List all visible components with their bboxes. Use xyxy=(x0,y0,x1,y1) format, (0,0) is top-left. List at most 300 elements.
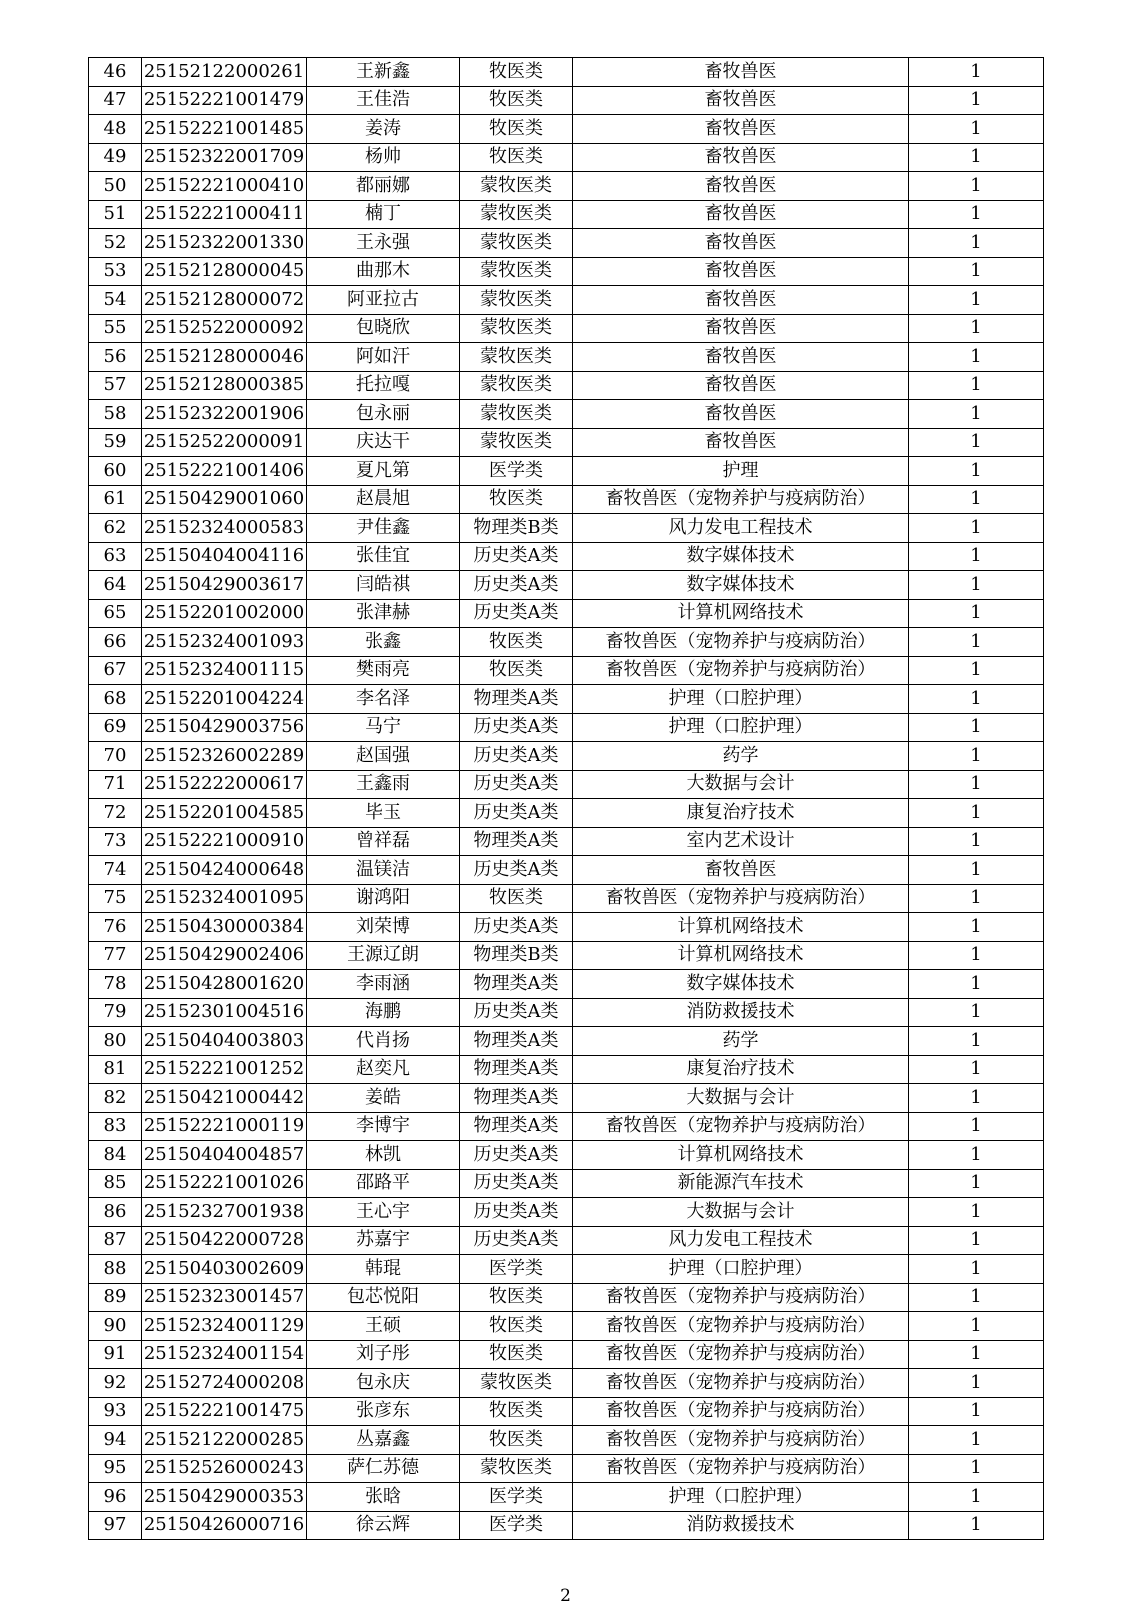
exam-number-cell: 25152724000208 xyxy=(142,1369,307,1398)
row-index-cell: 77 xyxy=(89,941,142,970)
major-cell: 畜牧兽医（宠物养护与疫病防治） xyxy=(573,656,909,685)
major-cell: 畜牧兽医 xyxy=(573,428,909,457)
table-row xyxy=(89,1454,1044,1483)
table-row xyxy=(89,656,1044,685)
count-cell: 1 xyxy=(909,656,1044,685)
count-cell: 1 xyxy=(909,1141,1044,1170)
major-cell: 数字媒体技术 xyxy=(573,970,909,999)
category-cell: 蒙牧医类 xyxy=(460,400,573,429)
category-cell: 历史类A类 xyxy=(460,998,573,1027)
category-cell: 医学类 xyxy=(460,1511,573,1540)
count-cell: 1 xyxy=(909,998,1044,1027)
student-name-cell: 林凯 xyxy=(307,1141,460,1170)
category-cell: 牧医类 xyxy=(460,86,573,115)
row-index-cell: 68 xyxy=(89,685,142,714)
exam-number-cell: 25152526000243 xyxy=(142,1454,307,1483)
row-index-cell: 65 xyxy=(89,599,142,628)
category-cell: 蒙牧医类 xyxy=(460,314,573,343)
student-name-cell: 刘荣博 xyxy=(307,913,460,942)
student-name-cell: 阿亚拉古 xyxy=(307,286,460,315)
exam-number-cell: 25152324001129 xyxy=(142,1312,307,1341)
major-cell: 新能源汽车技术 xyxy=(573,1169,909,1198)
table-row xyxy=(89,1369,1044,1398)
count-cell: 1 xyxy=(909,571,1044,600)
table-row xyxy=(89,514,1044,543)
count-cell: 1 xyxy=(909,514,1044,543)
table-row xyxy=(89,172,1044,201)
student-name-cell: 张鑫 xyxy=(307,628,460,657)
count-cell: 1 xyxy=(909,257,1044,286)
count-cell: 1 xyxy=(909,400,1044,429)
category-cell: 牧医类 xyxy=(460,1283,573,1312)
table-row xyxy=(89,485,1044,514)
row-index-cell: 80 xyxy=(89,1027,142,1056)
student-name-cell: 谢鸿阳 xyxy=(307,884,460,913)
major-cell: 畜牧兽医 xyxy=(573,200,909,229)
count-cell: 1 xyxy=(909,115,1044,144)
table-row xyxy=(89,599,1044,628)
row-index-cell: 70 xyxy=(89,742,142,771)
category-cell: 物理类A类 xyxy=(460,1112,573,1141)
row-index-cell: 85 xyxy=(89,1169,142,1198)
count-cell: 1 xyxy=(909,856,1044,885)
exam-number-cell: 25152221001252 xyxy=(142,1055,307,1084)
count-cell: 1 xyxy=(909,941,1044,970)
category-cell: 历史类A类 xyxy=(460,913,573,942)
count-cell: 1 xyxy=(909,457,1044,486)
count-cell: 1 xyxy=(909,485,1044,514)
category-cell: 牧医类 xyxy=(460,115,573,144)
student-name-cell: 楠丁 xyxy=(307,200,460,229)
major-cell: 风力发电工程技术 xyxy=(573,1226,909,1255)
row-index-cell: 76 xyxy=(89,913,142,942)
major-cell: 畜牧兽医（宠物养护与疫病防治） xyxy=(573,485,909,514)
major-cell: 护理（口腔护理） xyxy=(573,1483,909,1512)
major-cell: 计算机网络技术 xyxy=(573,599,909,628)
exam-number-cell: 25152326002289 xyxy=(142,742,307,771)
count-cell: 1 xyxy=(909,742,1044,771)
student-name-cell: 徐云辉 xyxy=(307,1511,460,1540)
row-index-cell: 92 xyxy=(89,1369,142,1398)
exam-number-cell: 25150421000442 xyxy=(142,1084,307,1113)
major-cell: 消防救援技术 xyxy=(573,1511,909,1540)
student-name-cell: 闫皓祺 xyxy=(307,571,460,600)
major-cell: 计算机网络技术 xyxy=(573,1141,909,1170)
major-cell: 畜牧兽医（宠物养护与疫病防治） xyxy=(573,1454,909,1483)
table-row xyxy=(89,1198,1044,1227)
category-cell: 历史类A类 xyxy=(460,1169,573,1198)
exam-number-cell: 25152301004516 xyxy=(142,998,307,1027)
student-name-cell: 都丽娜 xyxy=(307,172,460,201)
table-row xyxy=(89,571,1044,600)
student-name-cell: 萨仁苏德 xyxy=(307,1454,460,1483)
student-name-cell: 尹佳鑫 xyxy=(307,514,460,543)
student-name-cell: 托拉嘎 xyxy=(307,371,460,400)
category-cell: 医学类 xyxy=(460,1483,573,1512)
major-cell: 畜牧兽医（宠物养护与疫病防治） xyxy=(573,1283,909,1312)
major-cell: 畜牧兽医（宠物养护与疫病防治） xyxy=(573,1369,909,1398)
student-name-cell: 王佳浩 xyxy=(307,86,460,115)
row-index-cell: 75 xyxy=(89,884,142,913)
row-index-cell: 94 xyxy=(89,1426,142,1455)
category-cell: 蒙牧医类 xyxy=(460,286,573,315)
exam-number-cell: 25152522000091 xyxy=(142,428,307,457)
row-index-cell: 54 xyxy=(89,286,142,315)
table-row xyxy=(89,257,1044,286)
table-row xyxy=(89,1255,1044,1284)
major-cell: 畜牧兽医 xyxy=(573,286,909,315)
table-row xyxy=(89,457,1044,486)
count-cell: 1 xyxy=(909,143,1044,172)
row-index-cell: 93 xyxy=(89,1397,142,1426)
row-index-cell: 87 xyxy=(89,1226,142,1255)
row-index-cell: 66 xyxy=(89,628,142,657)
exam-number-cell: 25150404003803 xyxy=(142,1027,307,1056)
student-name-cell: 王鑫雨 xyxy=(307,770,460,799)
exam-number-cell: 25152122000285 xyxy=(142,1426,307,1455)
major-cell: 药学 xyxy=(573,1027,909,1056)
major-cell: 数字媒体技术 xyxy=(573,542,909,571)
count-cell: 1 xyxy=(909,827,1044,856)
table-row xyxy=(89,770,1044,799)
row-index-cell: 60 xyxy=(89,457,142,486)
exam-number-cell: 25150426000716 xyxy=(142,1511,307,1540)
student-name-cell: 包永庆 xyxy=(307,1369,460,1398)
exam-number-cell: 25152221001485 xyxy=(142,115,307,144)
category-cell: 历史类A类 xyxy=(460,599,573,628)
table-row xyxy=(89,58,1044,87)
student-name-cell: 李博宇 xyxy=(307,1112,460,1141)
category-cell: 物理类A类 xyxy=(460,1027,573,1056)
major-cell: 畜牧兽医 xyxy=(573,115,909,144)
count-cell: 1 xyxy=(909,970,1044,999)
category-cell: 蒙牧医类 xyxy=(460,343,573,372)
exam-number-cell: 25150403002609 xyxy=(142,1255,307,1284)
count-cell: 1 xyxy=(909,1198,1044,1227)
student-name-cell: 苏嘉宇 xyxy=(307,1226,460,1255)
category-cell: 物理类A类 xyxy=(460,970,573,999)
count-cell: 1 xyxy=(909,371,1044,400)
row-index-cell: 53 xyxy=(89,257,142,286)
table-row xyxy=(89,1169,1044,1198)
major-cell: 畜牧兽医（宠物养护与疫病防治） xyxy=(573,1397,909,1426)
count-cell: 1 xyxy=(909,628,1044,657)
student-name-cell: 王心宇 xyxy=(307,1198,460,1227)
count-cell: 1 xyxy=(909,599,1044,628)
row-index-cell: 58 xyxy=(89,400,142,429)
exam-number-cell: 25152128000045 xyxy=(142,257,307,286)
table-row xyxy=(89,1483,1044,1512)
row-index-cell: 69 xyxy=(89,713,142,742)
count-cell: 1 xyxy=(909,1511,1044,1540)
exam-number-cell: 25152221000411 xyxy=(142,200,307,229)
row-index-cell: 50 xyxy=(89,172,142,201)
major-cell: 畜牧兽医 xyxy=(573,257,909,286)
category-cell: 历史类A类 xyxy=(460,799,573,828)
table-row xyxy=(89,856,1044,885)
exam-number-cell: 25152322001906 xyxy=(142,400,307,429)
major-cell: 康复治疗技术 xyxy=(573,1055,909,1084)
exam-number-cell: 25150430000384 xyxy=(142,913,307,942)
table-row xyxy=(89,229,1044,258)
student-roster-table xyxy=(88,57,1044,1540)
table-row xyxy=(89,1312,1044,1341)
table-row xyxy=(89,713,1044,742)
student-name-cell: 马宁 xyxy=(307,713,460,742)
major-cell: 畜牧兽医（宠物养护与疫病防治） xyxy=(573,1112,909,1141)
row-index-cell: 56 xyxy=(89,343,142,372)
row-index-cell: 79 xyxy=(89,998,142,1027)
row-index-cell: 82 xyxy=(89,1084,142,1113)
major-cell: 畜牧兽医 xyxy=(573,58,909,87)
category-cell: 牧医类 xyxy=(460,656,573,685)
exam-number-cell: 25150424000648 xyxy=(142,856,307,885)
category-cell: 医学类 xyxy=(460,457,573,486)
category-cell: 物理类A类 xyxy=(460,1084,573,1113)
student-name-cell: 姜皓 xyxy=(307,1084,460,1113)
exam-number-cell: 25152221001026 xyxy=(142,1169,307,1198)
major-cell: 护理 xyxy=(573,457,909,486)
major-cell: 畜牧兽医（宠物养护与疫病防治） xyxy=(573,1426,909,1455)
exam-number-cell: 25150429001060 xyxy=(142,485,307,514)
table-row xyxy=(89,799,1044,828)
student-name-cell: 王硕 xyxy=(307,1312,460,1341)
student-name-cell: 包永丽 xyxy=(307,400,460,429)
category-cell: 牧医类 xyxy=(460,884,573,913)
student-name-cell: 张彦东 xyxy=(307,1397,460,1426)
count-cell: 1 xyxy=(909,1084,1044,1113)
category-cell: 牧医类 xyxy=(460,1426,573,1455)
major-cell: 畜牧兽医 xyxy=(573,314,909,343)
exam-number-cell: 25150428001620 xyxy=(142,970,307,999)
count-cell: 1 xyxy=(909,1112,1044,1141)
row-index-cell: 90 xyxy=(89,1312,142,1341)
student-name-cell: 王永强 xyxy=(307,229,460,258)
category-cell: 物理类A类 xyxy=(460,685,573,714)
row-index-cell: 71 xyxy=(89,770,142,799)
row-index-cell: 52 xyxy=(89,229,142,258)
category-cell: 牧医类 xyxy=(460,1397,573,1426)
exam-number-cell: 25152221000410 xyxy=(142,172,307,201)
table-row xyxy=(89,1340,1044,1369)
count-cell: 1 xyxy=(909,314,1044,343)
count-cell: 1 xyxy=(909,286,1044,315)
count-cell: 1 xyxy=(909,1312,1044,1341)
student-name-cell: 温镁洁 xyxy=(307,856,460,885)
table-row xyxy=(89,371,1044,400)
count-cell: 1 xyxy=(909,685,1044,714)
category-cell: 蒙牧医类 xyxy=(460,1369,573,1398)
exam-number-cell: 25150404004857 xyxy=(142,1141,307,1170)
table-row xyxy=(89,1511,1044,1540)
table-row xyxy=(89,913,1044,942)
category-cell: 蒙牧医类 xyxy=(460,257,573,286)
major-cell: 大数据与会计 xyxy=(573,1198,909,1227)
count-cell: 1 xyxy=(909,1255,1044,1284)
count-cell: 1 xyxy=(909,770,1044,799)
exam-number-cell: 25152201002000 xyxy=(142,599,307,628)
category-cell: 蒙牧医类 xyxy=(460,371,573,400)
row-index-cell: 74 xyxy=(89,856,142,885)
table-row xyxy=(89,1112,1044,1141)
category-cell: 蒙牧医类 xyxy=(460,172,573,201)
student-name-cell: 庆达干 xyxy=(307,428,460,457)
row-index-cell: 47 xyxy=(89,86,142,115)
exam-number-cell: 25152221000119 xyxy=(142,1112,307,1141)
exam-number-cell: 25150429003617 xyxy=(142,571,307,600)
student-name-cell: 丛嘉鑫 xyxy=(307,1426,460,1455)
exam-number-cell: 25152128000046 xyxy=(142,343,307,372)
major-cell: 畜牧兽医 xyxy=(573,86,909,115)
row-index-cell: 88 xyxy=(89,1255,142,1284)
row-index-cell: 84 xyxy=(89,1141,142,1170)
count-cell: 1 xyxy=(909,1055,1044,1084)
student-name-cell: 樊雨亮 xyxy=(307,656,460,685)
exam-number-cell: 25152221000910 xyxy=(142,827,307,856)
row-index-cell: 49 xyxy=(89,143,142,172)
exam-number-cell: 25152221001479 xyxy=(142,86,307,115)
student-name-cell: 赵国强 xyxy=(307,742,460,771)
category-cell: 物理类A类 xyxy=(460,1055,573,1084)
student-name-cell: 代肖扬 xyxy=(307,1027,460,1056)
table-row xyxy=(89,998,1044,1027)
category-cell: 历史类A类 xyxy=(460,1226,573,1255)
table-row xyxy=(89,400,1044,429)
major-cell: 护理（口腔护理） xyxy=(573,713,909,742)
student-name-cell: 姜涛 xyxy=(307,115,460,144)
category-cell: 历史类A类 xyxy=(460,571,573,600)
row-index-cell: 63 xyxy=(89,542,142,571)
student-name-cell: 邵路平 xyxy=(307,1169,460,1198)
category-cell: 牧医类 xyxy=(460,58,573,87)
student-name-cell: 张津赫 xyxy=(307,599,460,628)
exam-number-cell: 25152122000261 xyxy=(142,58,307,87)
table-row xyxy=(89,1141,1044,1170)
count-cell: 1 xyxy=(909,428,1044,457)
exam-number-cell: 25152324001154 xyxy=(142,1340,307,1369)
exam-number-cell: 25150404004116 xyxy=(142,542,307,571)
student-name-cell: 张晗 xyxy=(307,1483,460,1512)
major-cell: 计算机网络技术 xyxy=(573,913,909,942)
table-row xyxy=(89,685,1044,714)
count-cell: 1 xyxy=(909,1483,1044,1512)
row-index-cell: 55 xyxy=(89,314,142,343)
category-cell: 物理类B类 xyxy=(460,941,573,970)
row-index-cell: 51 xyxy=(89,200,142,229)
student-name-cell: 夏凡第 xyxy=(307,457,460,486)
table-row xyxy=(89,628,1044,657)
roster-body xyxy=(89,58,1044,1540)
exam-number-cell: 25150429003756 xyxy=(142,713,307,742)
table-row xyxy=(89,970,1044,999)
category-cell: 历史类A类 xyxy=(460,1141,573,1170)
category-cell: 蒙牧医类 xyxy=(460,1454,573,1483)
exam-number-cell: 25152128000385 xyxy=(142,371,307,400)
major-cell: 药学 xyxy=(573,742,909,771)
major-cell: 畜牧兽医 xyxy=(573,143,909,172)
category-cell: 牧医类 xyxy=(460,1340,573,1369)
exam-number-cell: 25152323001457 xyxy=(142,1283,307,1312)
count-cell: 1 xyxy=(909,343,1044,372)
exam-number-cell: 25152324001093 xyxy=(142,628,307,657)
count-cell: 1 xyxy=(909,1226,1044,1255)
table-row xyxy=(89,884,1044,913)
major-cell: 康复治疗技术 xyxy=(573,799,909,828)
exam-number-cell: 25152322001330 xyxy=(142,229,307,258)
count-cell: 1 xyxy=(909,86,1044,115)
student-name-cell: 张佳宜 xyxy=(307,542,460,571)
count-cell: 1 xyxy=(909,58,1044,87)
major-cell: 畜牧兽医（宠物养护与疫病防治） xyxy=(573,628,909,657)
count-cell: 1 xyxy=(909,799,1044,828)
category-cell: 物理类B类 xyxy=(460,514,573,543)
table-row xyxy=(89,1426,1044,1455)
major-cell: 消防救援技术 xyxy=(573,998,909,1027)
row-index-cell: 96 xyxy=(89,1483,142,1512)
major-cell: 畜牧兽医 xyxy=(573,400,909,429)
row-index-cell: 78 xyxy=(89,970,142,999)
table-row xyxy=(89,1084,1044,1113)
major-cell: 风力发电工程技术 xyxy=(573,514,909,543)
student-name-cell: 阿如汗 xyxy=(307,343,460,372)
count-cell: 1 xyxy=(909,884,1044,913)
category-cell: 物理类A类 xyxy=(460,827,573,856)
exam-number-cell: 25152324001095 xyxy=(142,884,307,913)
row-index-cell: 72 xyxy=(89,799,142,828)
major-cell: 畜牧兽医 xyxy=(573,371,909,400)
row-index-cell: 48 xyxy=(89,115,142,144)
student-name-cell: 赵晨旭 xyxy=(307,485,460,514)
row-index-cell: 95 xyxy=(89,1454,142,1483)
student-name-cell: 毕玉 xyxy=(307,799,460,828)
student-name-cell: 包芯悦阳 xyxy=(307,1283,460,1312)
table-row xyxy=(89,1226,1044,1255)
student-name-cell: 杨帅 xyxy=(307,143,460,172)
row-index-cell: 86 xyxy=(89,1198,142,1227)
row-index-cell: 46 xyxy=(89,58,142,87)
table-row xyxy=(89,115,1044,144)
student-name-cell: 王源辽朗 xyxy=(307,941,460,970)
table-row xyxy=(89,200,1044,229)
category-cell: 历史类A类 xyxy=(460,742,573,771)
table-row xyxy=(89,1283,1044,1312)
exam-number-cell: 25150429002406 xyxy=(142,941,307,970)
category-cell: 历史类A类 xyxy=(460,856,573,885)
major-cell: 畜牧兽医（宠物养护与疫病防治） xyxy=(573,1312,909,1341)
major-cell: 护理（口腔护理） xyxy=(573,1255,909,1284)
major-cell: 大数据与会计 xyxy=(573,770,909,799)
exam-number-cell: 25150429000353 xyxy=(142,1483,307,1512)
category-cell: 牧医类 xyxy=(460,485,573,514)
major-cell: 数字媒体技术 xyxy=(573,571,909,600)
student-name-cell: 赵奕凡 xyxy=(307,1055,460,1084)
count-cell: 1 xyxy=(909,542,1044,571)
exam-number-cell: 25152324001115 xyxy=(142,656,307,685)
row-index-cell: 73 xyxy=(89,827,142,856)
count-cell: 1 xyxy=(909,913,1044,942)
exam-number-cell: 25150422000728 xyxy=(142,1226,307,1255)
exam-number-cell: 25152322001709 xyxy=(142,143,307,172)
count-cell: 1 xyxy=(909,1369,1044,1398)
student-name-cell: 海鹏 xyxy=(307,998,460,1027)
count-cell: 1 xyxy=(909,1426,1044,1455)
count-cell: 1 xyxy=(909,1169,1044,1198)
table-row xyxy=(89,314,1044,343)
major-cell: 畜牧兽医 xyxy=(573,229,909,258)
category-cell: 蒙牧医类 xyxy=(460,200,573,229)
category-cell: 历史类A类 xyxy=(460,713,573,742)
row-index-cell: 57 xyxy=(89,371,142,400)
